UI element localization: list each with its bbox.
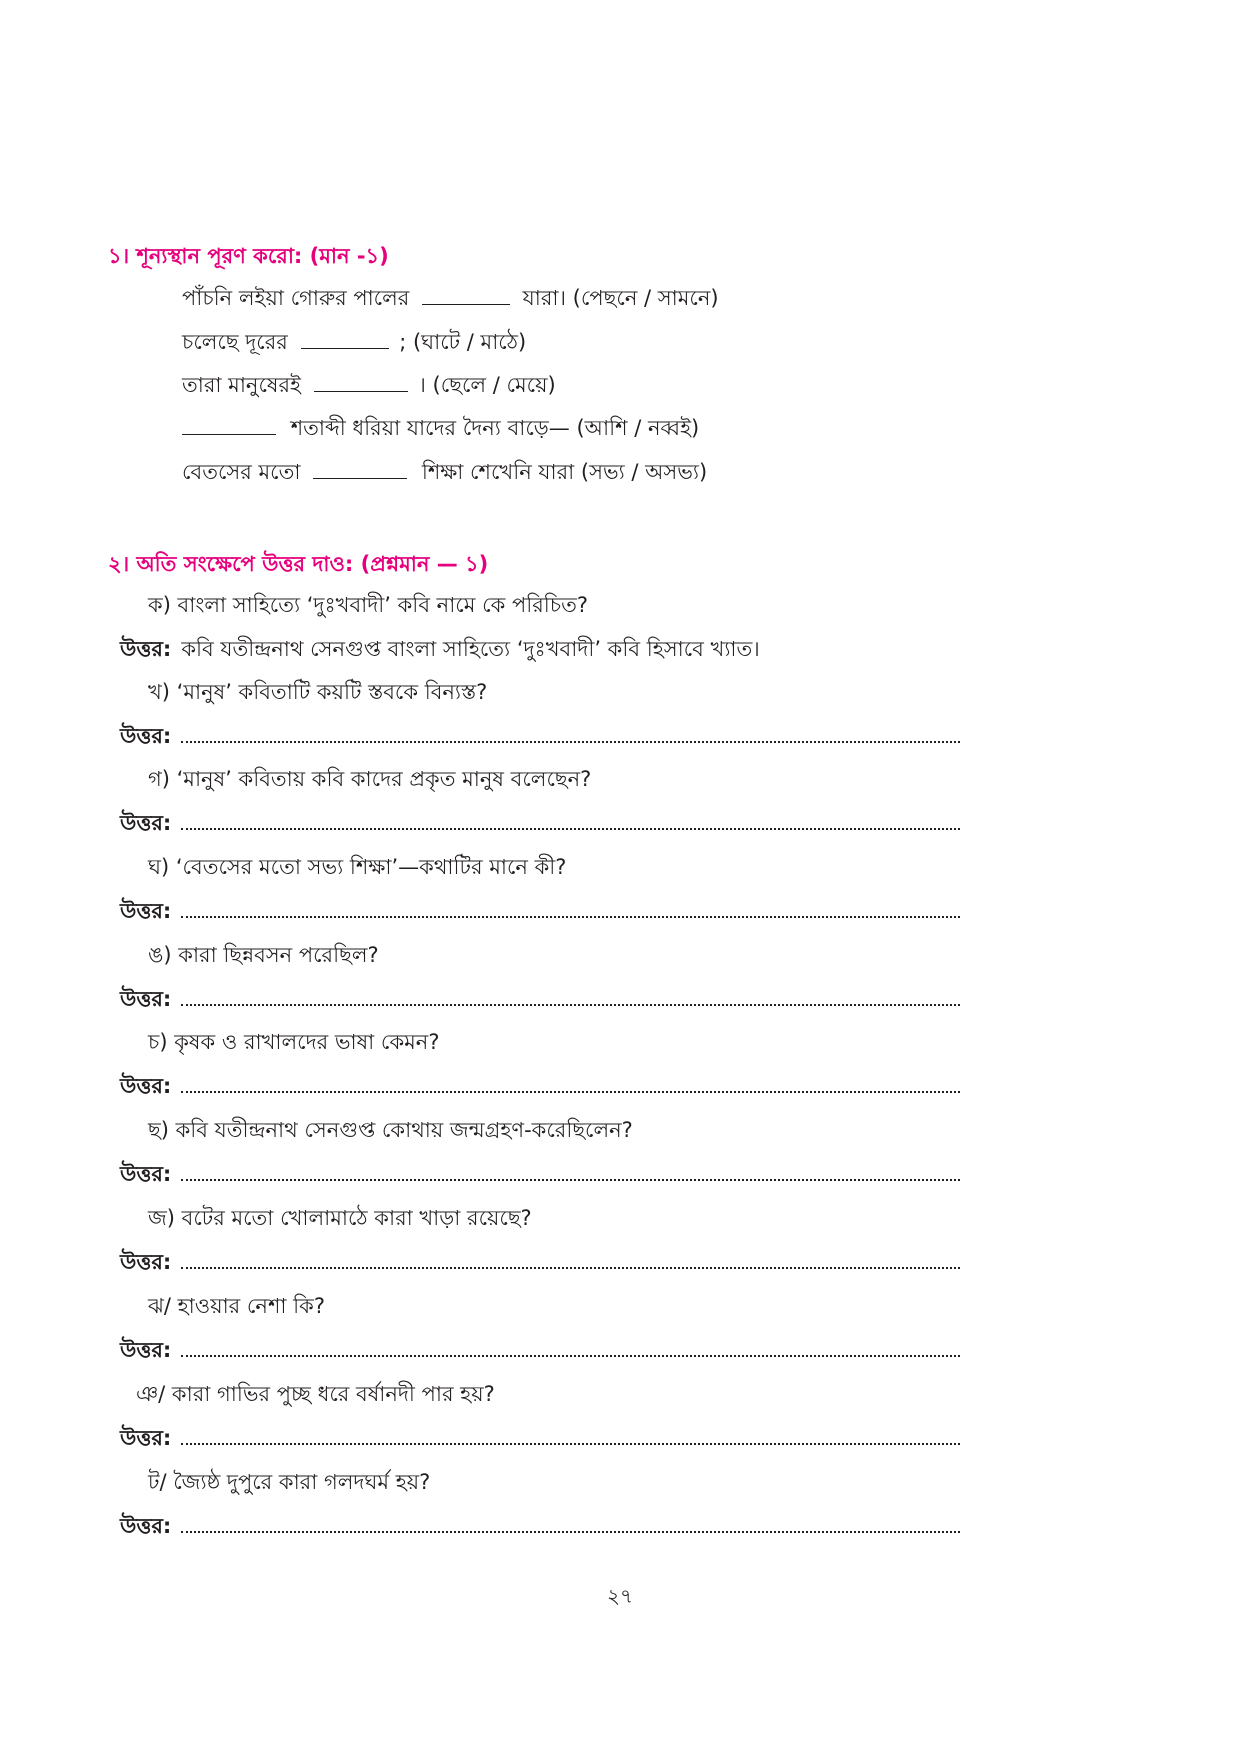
fill-blank-item-3 bbox=[182, 370, 556, 400]
question-ka: ক) বাংলা সাহিত্যে ‘দুঃখবাদী’ কবি নামে কে পরিচিত? bbox=[148, 593, 589, 617]
blank-line[interactable] bbox=[422, 286, 510, 305]
answer-dotted-line[interactable] bbox=[181, 808, 960, 830]
answer-dotted-line[interactable] bbox=[181, 1159, 960, 1181]
answer-dotted-line[interactable] bbox=[181, 1071, 960, 1093]
answer-dotted-line[interactable] bbox=[181, 1247, 960, 1269]
answer-row-cha bbox=[120, 1071, 960, 1101]
item-text-before: তারা মানুষেরই bbox=[182, 373, 301, 397]
answer-dotted-line[interactable] bbox=[181, 984, 960, 1006]
blank-line[interactable] bbox=[314, 373, 408, 392]
item-text-before: চলেছে দূরের bbox=[182, 330, 288, 354]
answer-dotted-line[interactable] bbox=[181, 896, 960, 918]
item-text-before: বেতসের মতো bbox=[182, 460, 301, 484]
answer-row-ta bbox=[120, 1511, 960, 1541]
question-uma: ঙ) কারা ছিন্নবসন পরেছিল? bbox=[148, 943, 379, 967]
page-number: ২৭ bbox=[606, 1584, 633, 1608]
answer-label: উত্তর: bbox=[120, 1338, 172, 1362]
question-ja: জ) বটের মতো খোলামাঠে কারা খাড়া রয়েছে? bbox=[148, 1206, 532, 1230]
question-kha: খ) ‘মানুষ’ কবিতাটি কয়টি স্তবকে বিন্যস্ত? bbox=[148, 680, 488, 704]
item-text-after: যারা। (পেছনে / সামনে) bbox=[522, 286, 719, 310]
blank-line[interactable] bbox=[182, 416, 276, 435]
question-ga: গ) ‘মানুষ’ কবিতায় কবি কাদের প্রকৃত মানুষ বলেছেন? bbox=[148, 767, 592, 791]
answer-row-chha bbox=[120, 1159, 960, 1189]
answer-label: উত্তর: bbox=[120, 637, 172, 661]
answer-label: উত্তর: bbox=[120, 1162, 172, 1186]
answer-label: উত্তর: bbox=[120, 987, 172, 1011]
answer-dotted-line[interactable] bbox=[181, 1335, 960, 1357]
blank-line[interactable] bbox=[313, 460, 407, 479]
answer-row-nya bbox=[120, 1423, 960, 1453]
question-nya: ঞ/ কারা গাভির পুচ্ছ ধরে বর্ষানদী পার হয়? bbox=[136, 1382, 495, 1406]
blank-line[interactable] bbox=[301, 330, 389, 349]
answer-row-jha bbox=[120, 1335, 960, 1365]
question-jha: ঝ/ হাওয়ার নেশা কি? bbox=[148, 1294, 326, 1318]
section1-heading: ১। শূন্যস্থান পূরণ করো: (মান -১) bbox=[108, 244, 389, 268]
answer-dotted-line[interactable] bbox=[181, 721, 960, 743]
answer-label: উত্তর: bbox=[120, 1250, 172, 1274]
answer-label: উত্তর: bbox=[120, 899, 172, 923]
answer-dotted-line[interactable] bbox=[181, 1511, 960, 1533]
question-chha: ছ) কবি যতীন্দ্রনাথ সেনগুপ্ত কোথায় জন্মগ্রহণ-করেছিলেন? bbox=[148, 1118, 633, 1142]
question-cha: চ) কৃষক ও রাখালদের ভাষা কেমন? bbox=[148, 1030, 440, 1054]
section2-heading: ২। অতি সংক্ষেপে উত্তর দাও: (প্রশ্নমান — ১) bbox=[108, 552, 489, 576]
fill-blank-item-5 bbox=[182, 457, 707, 487]
question-ta: ট/ জ্যৈষ্ঠ দুপুরে কারা গলদঘর্ম হয়? bbox=[148, 1470, 431, 1494]
fill-blank-item-1 bbox=[182, 283, 719, 313]
answer-label: উত্তর: bbox=[120, 1426, 172, 1450]
answer-row-kha bbox=[120, 721, 960, 751]
item-text-after: । (ছেলে / মেয়ে) bbox=[418, 373, 556, 397]
fill-blank-item-4 bbox=[182, 413, 699, 443]
fill-blank-item-2 bbox=[182, 327, 526, 357]
answer-text: কবি যতীন্দ্রনাথ সেনগুপ্ত বাংলা সাহিত্যে ‘দুঃখবাদী’ কবি হিসাবে খ্যাত। bbox=[181, 637, 760, 661]
question-gha: ঘ) ‘বেতসের মতো সভ্য শিক্ষা’—কথাটির মানে কী? bbox=[148, 855, 567, 879]
item-text-after: শিক্ষা শেখেনি যারা (সভ্য / অসভ্য) bbox=[421, 460, 708, 484]
item-text-after: ; (ঘাটে / মাঠে) bbox=[399, 330, 527, 354]
answer-dotted-line[interactable] bbox=[181, 1423, 960, 1445]
answer-row-gha bbox=[120, 896, 960, 926]
answer-label: উত্তর: bbox=[120, 724, 172, 748]
answer-row-ja bbox=[120, 1247, 960, 1277]
item-text-before: পাঁচনি লইয়া গোরুর পালের bbox=[182, 286, 410, 310]
answer-row-ka bbox=[120, 634, 960, 664]
answer-label: উত্তর: bbox=[120, 1514, 172, 1538]
answer-row-uma bbox=[120, 984, 960, 1014]
answer-label: উত্তর: bbox=[120, 811, 172, 835]
answer-label: উত্তর: bbox=[120, 1074, 172, 1098]
answer-row-ga bbox=[120, 808, 960, 838]
item-text-after: শতাব্দী ধরিয়া যাদের দৈন্য বাড়ে— (আশি / নব্বই) bbox=[290, 416, 700, 440]
